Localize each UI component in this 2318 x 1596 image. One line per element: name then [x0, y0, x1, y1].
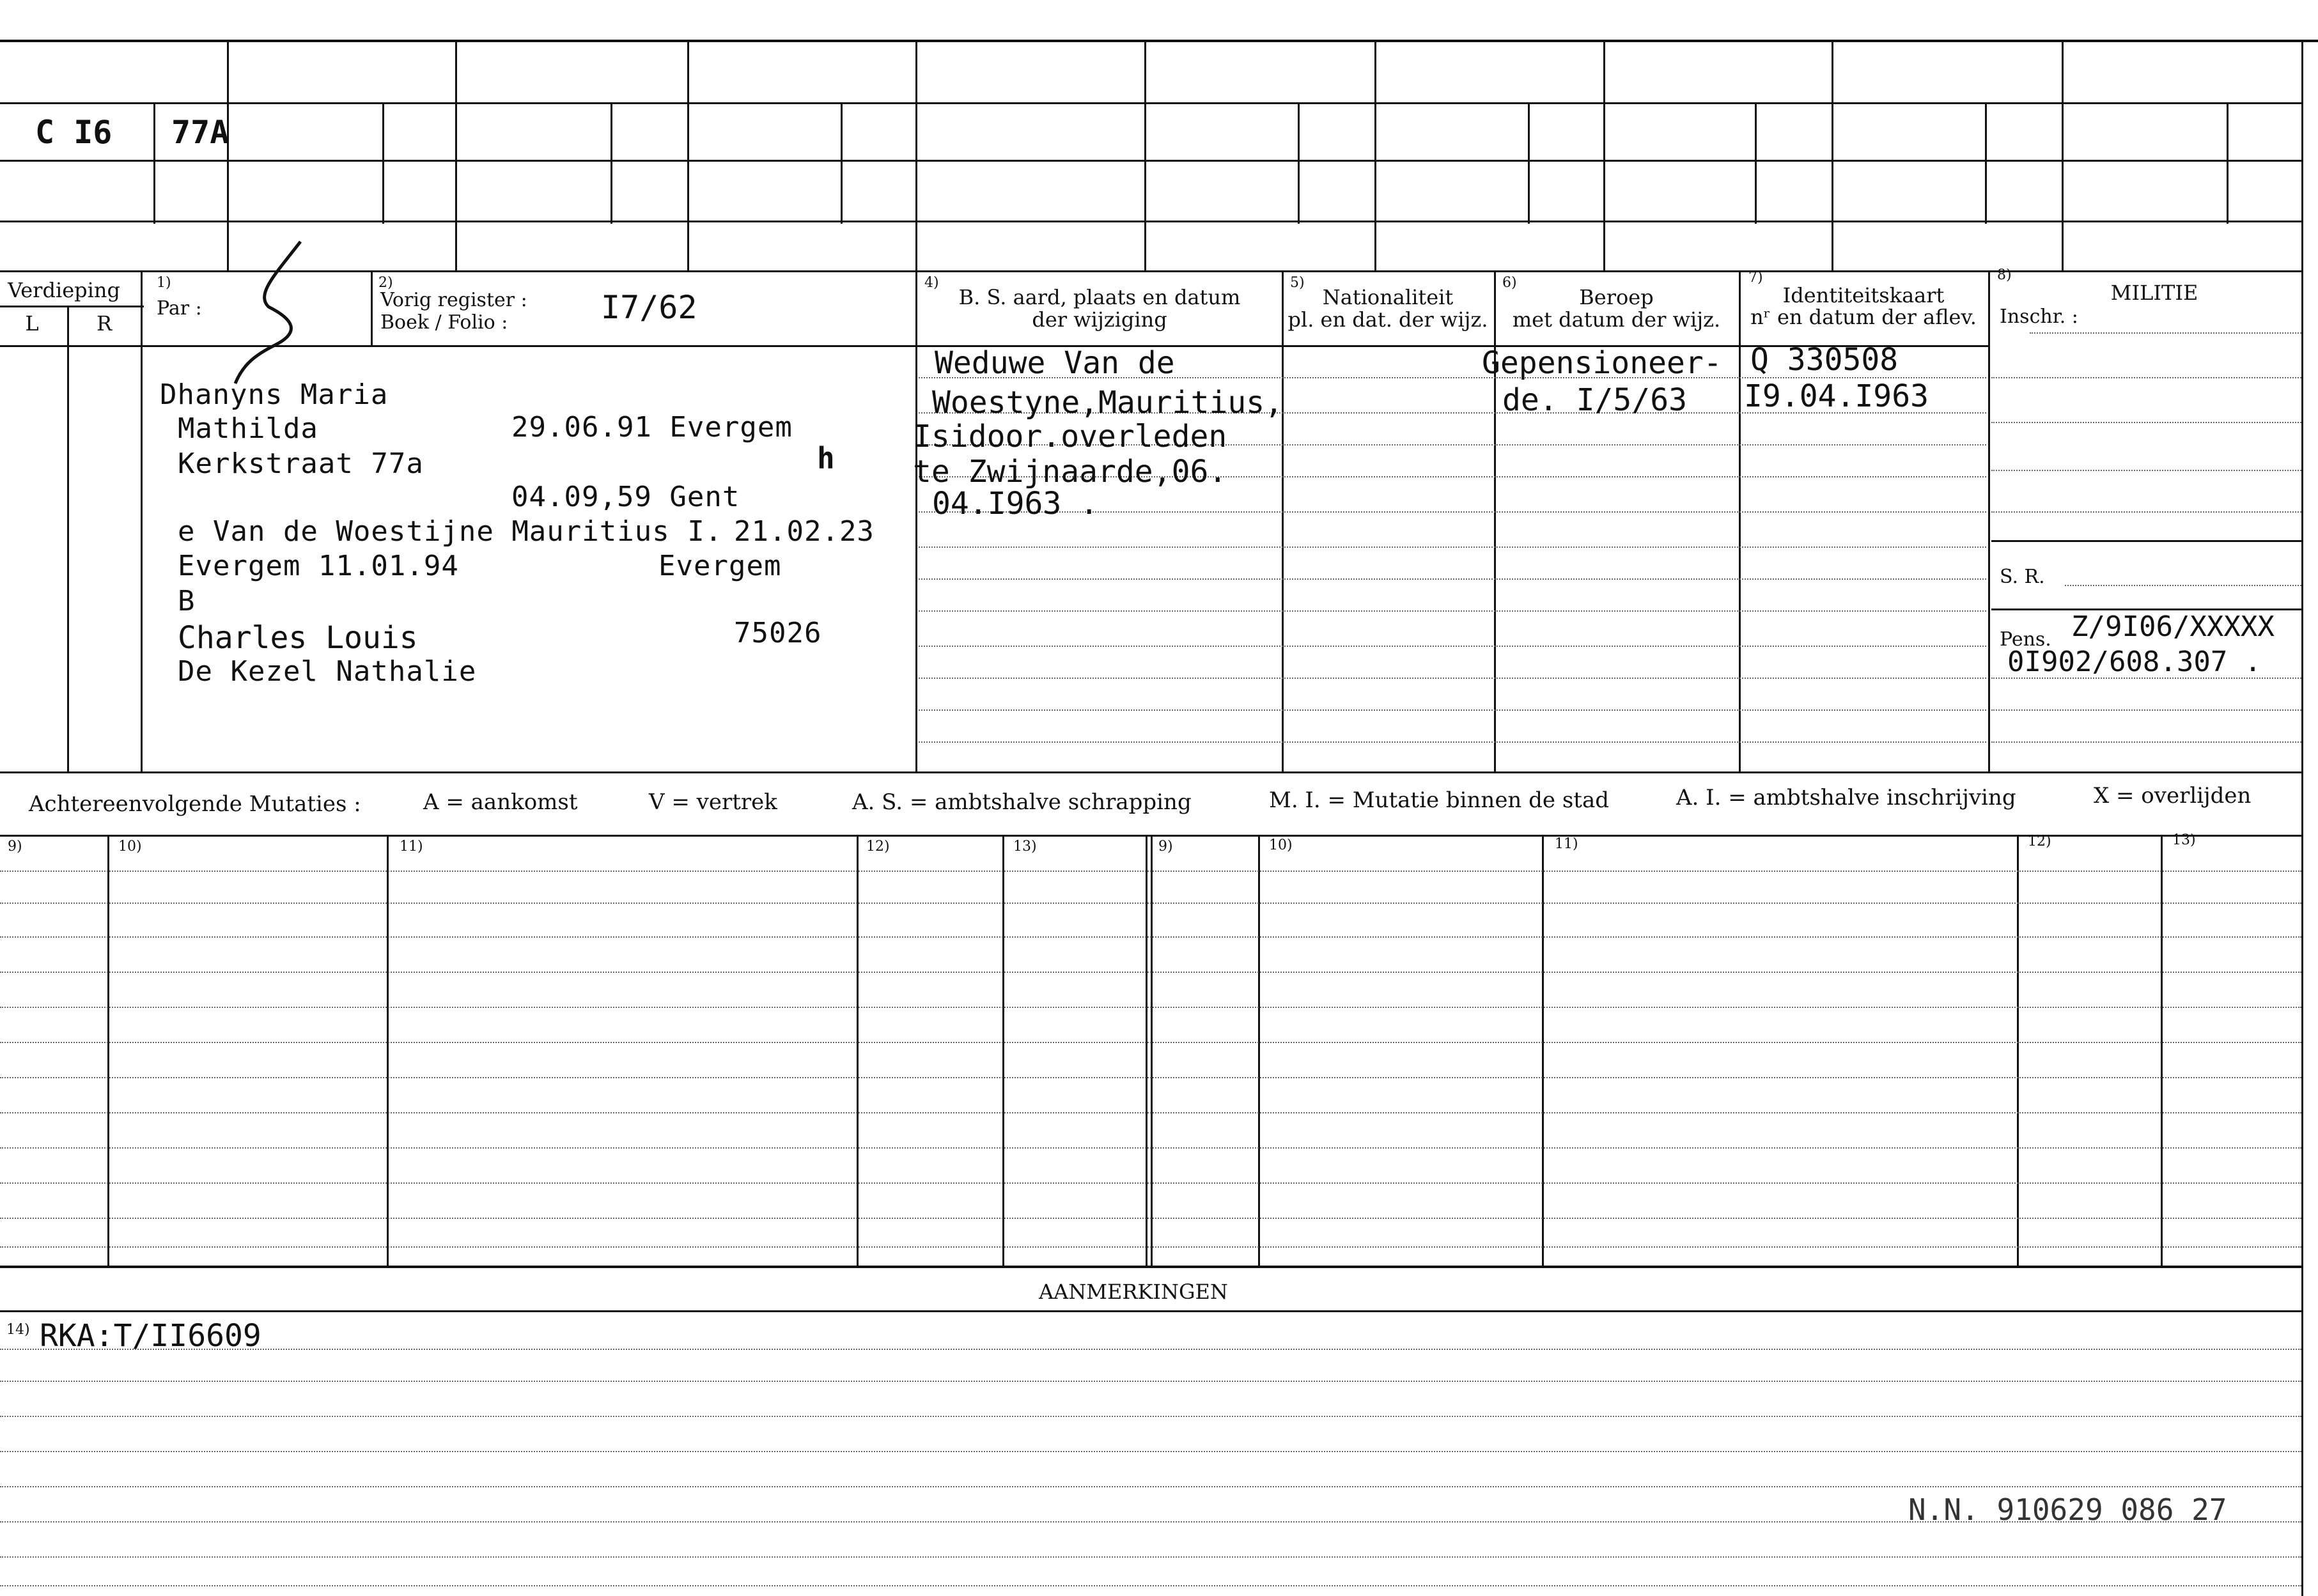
mut-v [107, 835, 109, 1266]
id-entry-1: I9.04.I963 [1744, 378, 1929, 414]
top-grid-v-sub [611, 102, 612, 224]
register-value: I7/62 [601, 289, 697, 326]
row-line [919, 578, 1986, 580]
top-grid-v-sub [1985, 102, 1987, 224]
top-grid-v [1374, 40, 1376, 271]
person-birth: 29.06.91 Evergem [511, 411, 793, 444]
mut-v [2161, 835, 2163, 1266]
militie-line [1991, 377, 2301, 378]
militie-line [2065, 585, 2301, 586]
remarks-value: RKA:T/II6609 [40, 1318, 261, 1354]
remarks-title-line [0, 1310, 2301, 1312]
top-grid-v-sub [382, 102, 384, 224]
nat-line1: Nationaliteit [1322, 285, 1454, 309]
mutation-as: A. S. = ambtshalve schrapping [852, 789, 1192, 815]
top-row-line-2 [0, 160, 2301, 162]
floor-divider [67, 306, 69, 772]
floor-col-line [141, 270, 143, 772]
top-grid-v [1144, 40, 1146, 271]
mut-col-10a: 10) [118, 839, 142, 855]
bs-entry-4: 04.I963 . [932, 486, 1099, 522]
person-date2: 04.09,59 Gent [511, 481, 740, 513]
id-num: 7) [1748, 270, 1763, 286]
mutation-mi: M. I. = Mutatie binnen de stad [1269, 787, 1609, 813]
house-code: 77A [171, 114, 229, 151]
top-grid-v-sub [1528, 102, 1530, 224]
mut-v [1542, 835, 1544, 1266]
bs-entry-3: te Zwijnaarde,06. [913, 454, 1227, 490]
bs-entry-2: Isidoor.overleden [913, 419, 1227, 454]
id-line2: nʳ en datum der aflev. [1750, 305, 1977, 329]
beroep-entry-0: Gepensioneer- [1482, 345, 1722, 381]
militie-pens: Pens. [2000, 628, 2051, 651]
mut-v [1002, 835, 1004, 1266]
militie-line [1991, 741, 2301, 743]
person-line1: Dhanyns Maria [160, 378, 389, 411]
person-mark: h [817, 441, 835, 476]
remarks-row [0, 1451, 2301, 1452]
mut-v [2017, 835, 2019, 1266]
top-grid-v [687, 40, 689, 271]
top-border [0, 40, 2318, 42]
top-grid-v-sub [153, 102, 155, 224]
mut-v [1258, 835, 1260, 1266]
person-street: Kerkstraat 77a [178, 447, 424, 480]
remarks-row [0, 1416, 2301, 1417]
top-grid-v [455, 40, 457, 271]
row-line [919, 646, 1986, 647]
militie-line [1991, 422, 2301, 423]
mut-col-11a: 11) [400, 839, 423, 855]
person-spouse: e Van de Woestijne Mauritius I. [178, 515, 723, 548]
remarks-nn: N.N. 910629 086 27 [1908, 1492, 2227, 1527]
top-grid-v-sub [841, 102, 843, 224]
remarks-row [0, 1521, 2301, 1522]
mut-col-9b: 9) [1158, 839, 1173, 855]
remarks-row [0, 1585, 2301, 1586]
mut-row [0, 871, 2301, 872]
person-charles: Charles Louis [178, 620, 418, 656]
nat-col-line [1282, 270, 1284, 772]
militie-title: MILITIE [2110, 281, 2198, 305]
militie-line [1991, 470, 2301, 471]
register-num: 2) [378, 275, 393, 291]
register-col-line [371, 270, 373, 345]
militie-line [1991, 511, 2301, 513]
mut-row [0, 1218, 2301, 1219]
mut-row [0, 903, 2301, 904]
row-line [919, 546, 1986, 548]
bs-entry-1: Woestyne,Mauritius, [932, 385, 1284, 421]
mut-col-13a: 13) [1013, 839, 1037, 855]
par-num: 1) [157, 275, 171, 291]
mut-v [857, 835, 859, 1266]
id-line1: Identiteitskaart [1782, 283, 1945, 307]
row-line [919, 610, 1986, 612]
militie-line [2030, 332, 2301, 334]
par-scribble [230, 236, 332, 390]
mut-row [0, 1042, 2301, 1043]
mut-v [1146, 835, 1147, 1266]
mut-row [0, 1246, 2301, 1248]
person-dekezel: De Kezel Nathalie [178, 655, 477, 688]
mut-row [0, 972, 2301, 973]
remarks-top-line [0, 1266, 2301, 1268]
mutation-x: X = overlijden [2094, 783, 2252, 809]
pens-entry-0: Z/9I06/XXXXX [2071, 610, 2275, 643]
militie-sr: S. R. [2000, 566, 2045, 588]
remarks-title: AANMERKINGEN [1039, 1280, 1228, 1304]
mutation-a: A = aankomst [423, 789, 578, 815]
top-grid-v-sub [1298, 102, 1300, 224]
mut-col-11b: 11) [1555, 836, 1578, 852]
register-line1: Vorig register : [380, 289, 527, 311]
bs-entry-0: Weduwe Van de [935, 345, 1175, 381]
floor-label: Verdieping [8, 278, 120, 302]
top-grid-v [2062, 40, 2064, 271]
mutations-label: Achtereenvolgende Mutaties : [29, 791, 361, 817]
nat-line2: pl. en dat. der wijz. [1287, 307, 1488, 332]
remarks-row [0, 1556, 2301, 1558]
remarks-row [0, 1349, 2301, 1350]
top-grid-v [1603, 40, 1605, 271]
militie-col-line [1988, 270, 1990, 772]
beroep-line2: met datum der wijz. [1512, 307, 1721, 332]
top-grid-v [2227, 102, 2229, 224]
header-mid-line [0, 306, 144, 307]
person-b: B [178, 585, 196, 617]
person-spouse-date: 21.02.23 [734, 515, 875, 548]
top-grid-v [227, 40, 229, 271]
remarks-row [0, 1486, 2301, 1487]
mut-row [0, 1182, 2301, 1184]
beroep-line1: Beroep [1579, 285, 1654, 309]
militie-line-solid [1991, 540, 2301, 542]
id-entry-0: Q 330508 [1750, 342, 1899, 378]
par-label: Par : [157, 297, 202, 320]
section-code: C I6 [35, 114, 113, 151]
mut-row [0, 1147, 2301, 1149]
person-code: 75026 [734, 617, 822, 649]
top-grid-v [1832, 40, 1833, 271]
register-line2: Boek / Folio : [380, 311, 508, 334]
mut-col-12b: 12) [2028, 833, 2051, 849]
bs-line1: B. S. aard, plaats en datum [958, 285, 1241, 309]
mut-v [1151, 835, 1153, 1266]
person-evergem-line: Evergem 11.01.94 [178, 550, 459, 582]
mut-row [0, 1112, 2301, 1113]
mut-col-9a: 9) [8, 839, 22, 855]
mut-col-10b: 10) [1269, 837, 1293, 853]
mut-row [0, 936, 2301, 938]
militie-inschr: Inschr. : [2000, 306, 2078, 328]
bs-num: 4) [924, 275, 939, 291]
beroep-entry-1: de. I/5/63 [1502, 382, 1687, 418]
header-bottom-line [0, 270, 2301, 272]
pens-entry-1: 0I902/608.307 . [2007, 646, 2262, 678]
nat-num: 5) [1290, 275, 1305, 291]
militie-line [1991, 709, 2301, 711]
mut-row [0, 1077, 2301, 1078]
mut-col-13b: 13) [2172, 832, 2196, 848]
mutation-v: V = vertrek [649, 789, 777, 815]
top-grid-v-sub [1755, 102, 1757, 224]
row-line [919, 709, 1986, 711]
floor-l: L [25, 311, 39, 336]
person-line2: Mathilda [178, 412, 318, 445]
top-grid-v [915, 40, 917, 771]
row-line [919, 678, 1986, 679]
remarks-row [0, 1381, 2301, 1382]
remarks-num: 14) [6, 1322, 30, 1338]
mutations-top-line [0, 771, 2301, 773]
mut-v [387, 835, 389, 1266]
bs-line2: der wijziging [1032, 307, 1167, 332]
mut-row [0, 1007, 2301, 1008]
top-row-line-1 [0, 102, 2301, 104]
right-border [2301, 40, 2303, 1596]
beroep-num: 6) [1502, 275, 1517, 291]
mutation-ai: A. I. = ambtshalve inschrijving [1676, 785, 2016, 810]
row-line [919, 741, 1986, 743]
person-evergem2: Evergem [658, 550, 782, 582]
floor-r: R [96, 311, 113, 336]
top-row-line-3 [0, 221, 2301, 222]
militie-num: 8) [1997, 267, 2012, 283]
mut-col-12a: 12) [866, 839, 890, 855]
id-col-line [1739, 270, 1741, 772]
